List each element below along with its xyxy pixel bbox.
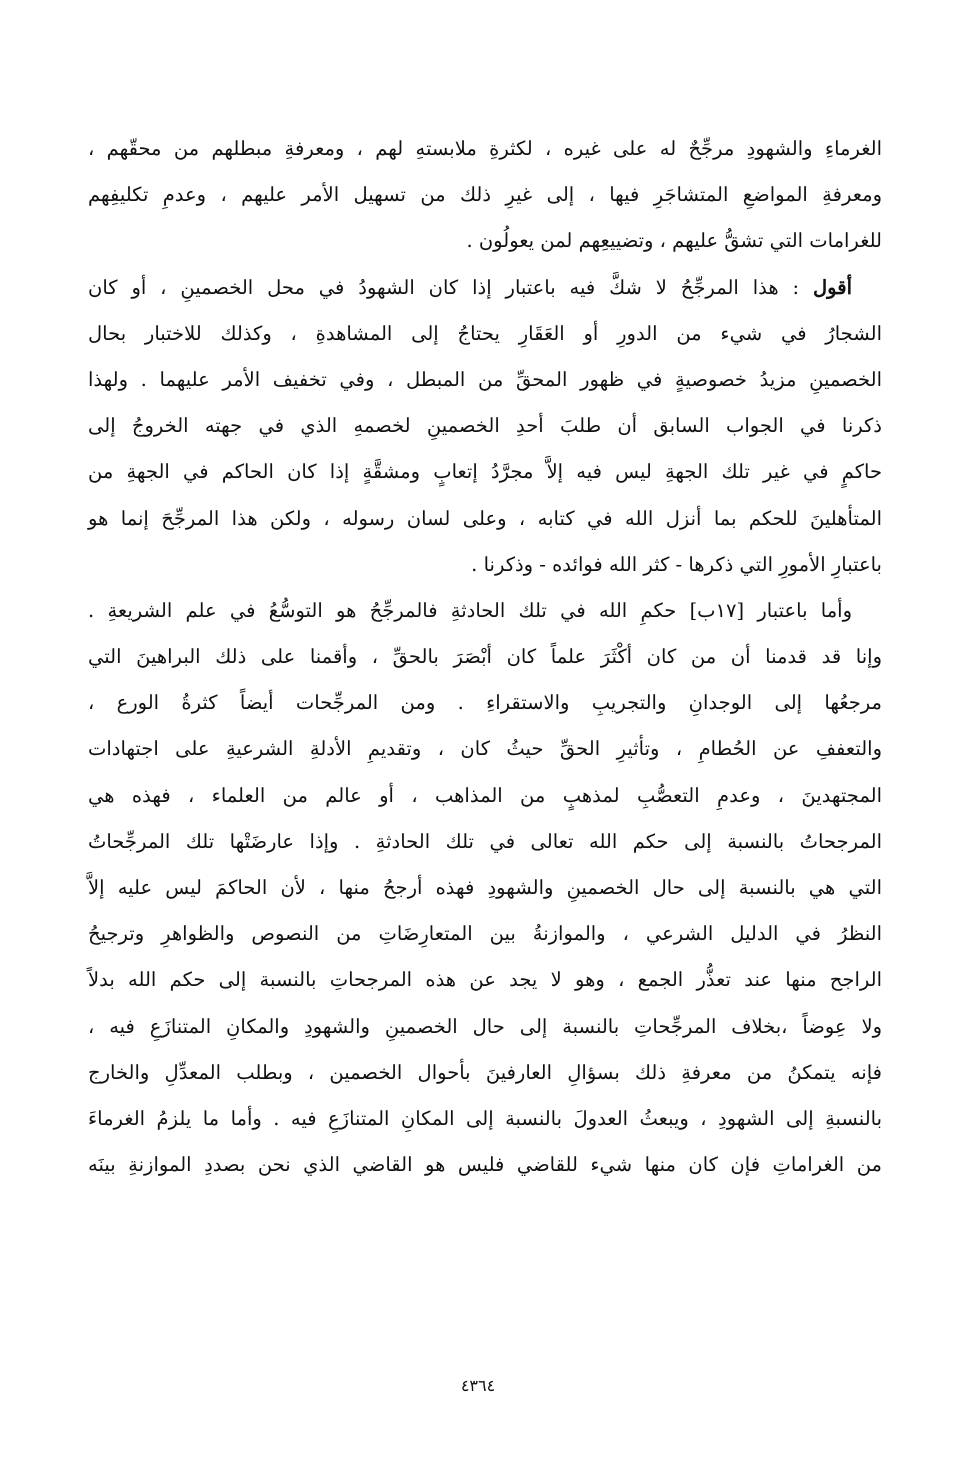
text-line: المرجحاتُ بالنسبة إلى حكم الله تعالى في تلك الحادثةِ . وإذا عارضَتْها تلك المرجِّحاتُ xyxy=(88,829,882,853)
text-line: للغرامات التي تشقُّ عليهم ، وتضييعِهم لمن يعولُون . xyxy=(466,229,882,253)
document-body xyxy=(88,126,882,1188)
text-line: الغرماءِ والشهودِ مرجِّحٌ له على غيره ، لكثرةِ ملابستهِ لهم ، ومعرفةِ مبطلهم من محقّهم ، xyxy=(88,137,882,160)
text-line: الراجح منها عند تعذُّر الجمع ، وهو لا يجد عن هذه المرجحاتِ بالنسبة إلى حكم الله بدلاً xyxy=(88,968,882,992)
text-line: ذكرنا في الجواب السابق أن طلبَ أحدِ الخصمينِ لخصمهِ الذي في جهته الخروجُ إلى xyxy=(88,414,882,438)
text-line: ولا عِوضاً ،بخلاف المرجِّحاتِ بالنسبة إلى حال الخصمينِ والشهودِ والمكانِ المتنازَعِ فيه ، xyxy=(88,1014,882,1038)
text-line: والتعففِ عن الحُطامِ ، وتأثيرِ الحقِّ حيثُ كان ، وتقديمِ الأدلةِ الشرعيةِ على اجتهادات xyxy=(88,737,882,761)
lead-word: أقول xyxy=(813,275,852,299)
text-line: التي هي بالنسبة إلى حال الخصمينِ والشهودِ فهذه أرجحُ منها ، لأن الحاكمَ ليس عليه إلاَّ xyxy=(88,876,882,899)
text-line: النظرُ في الدليل الشرعي ، والموازنةُ بين المتعارِضَاتِ من النصوص والظواهرِ وترجيحُ xyxy=(88,922,882,946)
text-line: مرجعُها إلى الوجدانِ والتجريبِ والاستقراءِ . ومن المرجِّحات أيضاً كثرةُ الورع ، xyxy=(88,691,882,715)
line-text: : هذا المرجِّحُ لا شكَّ فيه باعتبار إذا كان الشهودُ في محل الخصمينِ ، أو كان xyxy=(88,275,814,299)
text-line: فإنه يتمكنُ من معرفةِ ذلك بسؤالِ العارفينَ بأحوال الخصمين ، وبطلب المعدِّلِ والخارج xyxy=(88,1060,882,1084)
text-line: باعتبارِ الأمورِ التي ذكرها - كثر الله فوائده - وذكرنا . xyxy=(471,552,882,576)
text-line: الشجارُ في شيء من الدورِ أو العَقَارِ يحتاجُ إلى المشاهدةِ ، وكذلك للاختبار بحال xyxy=(88,321,882,345)
text-line: وإنا قد قدمنا أن من كان أكْثَرَ علماً كان أبْصَرَ بالحقِّ ، وأقمنا على ذلك البراهينَ التي xyxy=(88,645,882,669)
text-line: وأما باعتبار [١٧ب] حكمِ الله في تلك الحادثةِ فالمرجِّحُ هو التوسُّعُ في علم الشريعةِ . xyxy=(88,598,852,622)
text-line: من الغراماتِ فإن كان منها شيء للقاضي فليس هو القاضي الذي نحن بصددِ الموازنةِ بينَه xyxy=(88,1153,882,1177)
text-line: المجتهدينَ ، وعدمِ التعصُّبِ لمذهبٍ من المذاهب ، أو عالم من العلماء ، فهذه هي xyxy=(88,783,882,807)
text-line: ومعرفةِ المواضعِ المتشاجَرِ فيها ، إلى غيرِ ذلك من تسهيل الأمر عليهم ، وعدمِ تكليفِهم xyxy=(88,183,882,207)
text-line: حاكمٍ في غير تلك الجهةِ ليس فيه إلاَّ مجرَّدُ إتعابٍ ومشقَّةٍ إذا كان الحاكم في الجهةِ من xyxy=(88,460,882,484)
text-line: المتأهلينَ للحكم بما أنزل الله في كتابه ، وعلى لسان رسوله ، ولكن هذا المرجِّحَ إنما هو xyxy=(88,506,882,530)
text-line xyxy=(88,265,882,311)
text-line: بالنسبةِ إلى الشهودِ ، ويبعثُ العدولَ بالنسبة إلى المكانِ المتنازَعِ فيه . وأما ما يلزمُ الغرماءَ xyxy=(88,1106,882,1130)
text-line: الخصمينِ مزيدُ خصوصيةٍ في ظهور المحقِّ من المبطل ، وفي تخفيف الأمر عليهما . ولهذا xyxy=(88,367,882,391)
page-number: ٤٣٦٤ xyxy=(460,1376,496,1395)
